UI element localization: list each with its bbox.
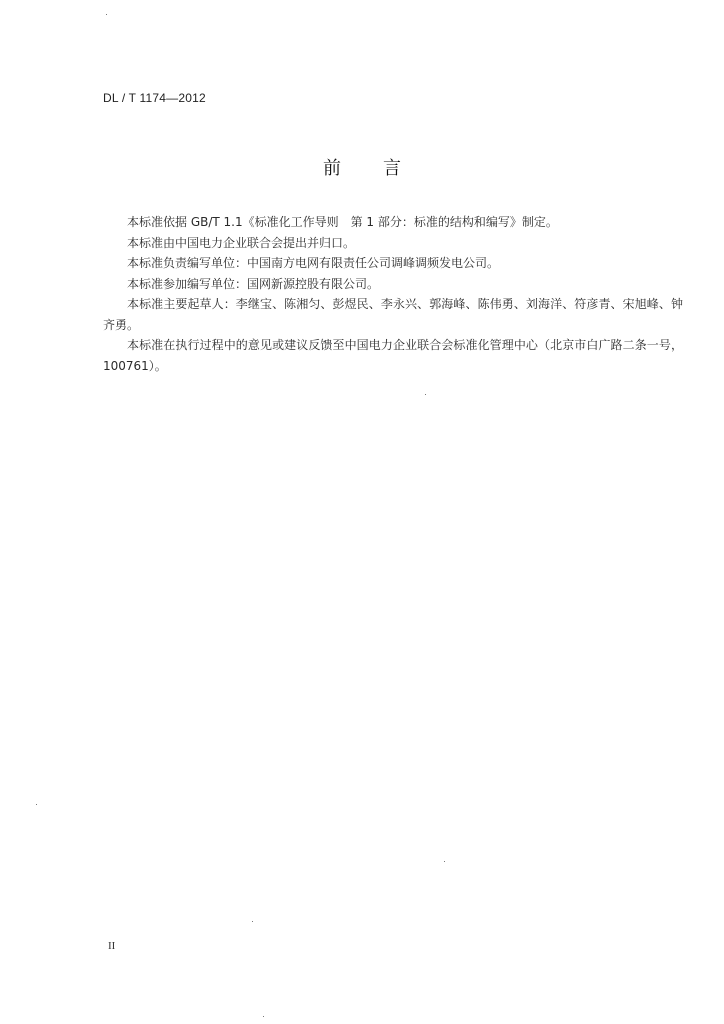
scan-speck: [36, 804, 37, 805]
paragraph-responsible-unit: 本标准负责编写单位：中国南方电网有限责任公司调峰调频发电公司。: [127, 256, 500, 270]
page-number: II: [108, 940, 116, 952]
paragraph-drafting-basis: 本标准依据 GB/T 1.1《标准化工作导则 第 1 部分：标准的结构和编写》制定。: [127, 215, 558, 229]
scan-speck: [252, 921, 253, 922]
scan-speck: [106, 14, 107, 15]
scan-speck: [425, 394, 426, 395]
paragraph-participating-unit: 本标准参加编写单位：国网新源控股有限公司。: [127, 276, 380, 291]
paragraph-proposer: 本标准由中国电力企业联合会提出并归口。: [127, 235, 356, 250]
page-title-char-1: 前: [323, 158, 341, 179]
scan-speck: [263, 1016, 264, 1017]
page-title-char-2: 言: [383, 158, 401, 179]
foreword-body: [103, 212, 683, 376]
page-title: [0, 154, 724, 180]
paragraph-feedback: 本标准在执行过程中的意见或建议反馈至中国电力企业联合会标准化管理中心（北京市白广路二条一号，100761）。: [103, 338, 683, 373]
standard-code: DL / T 1174—2012: [103, 91, 206, 105]
paragraph-drafters: 本标准主要起草人：李继宝、陈湘匀、彭煜民、李永兴、郭海峰、陈伟勇、刘海洋、符彦青、宋旭峰、钟齐勇。: [103, 297, 683, 332]
scan-speck: [444, 861, 445, 862]
